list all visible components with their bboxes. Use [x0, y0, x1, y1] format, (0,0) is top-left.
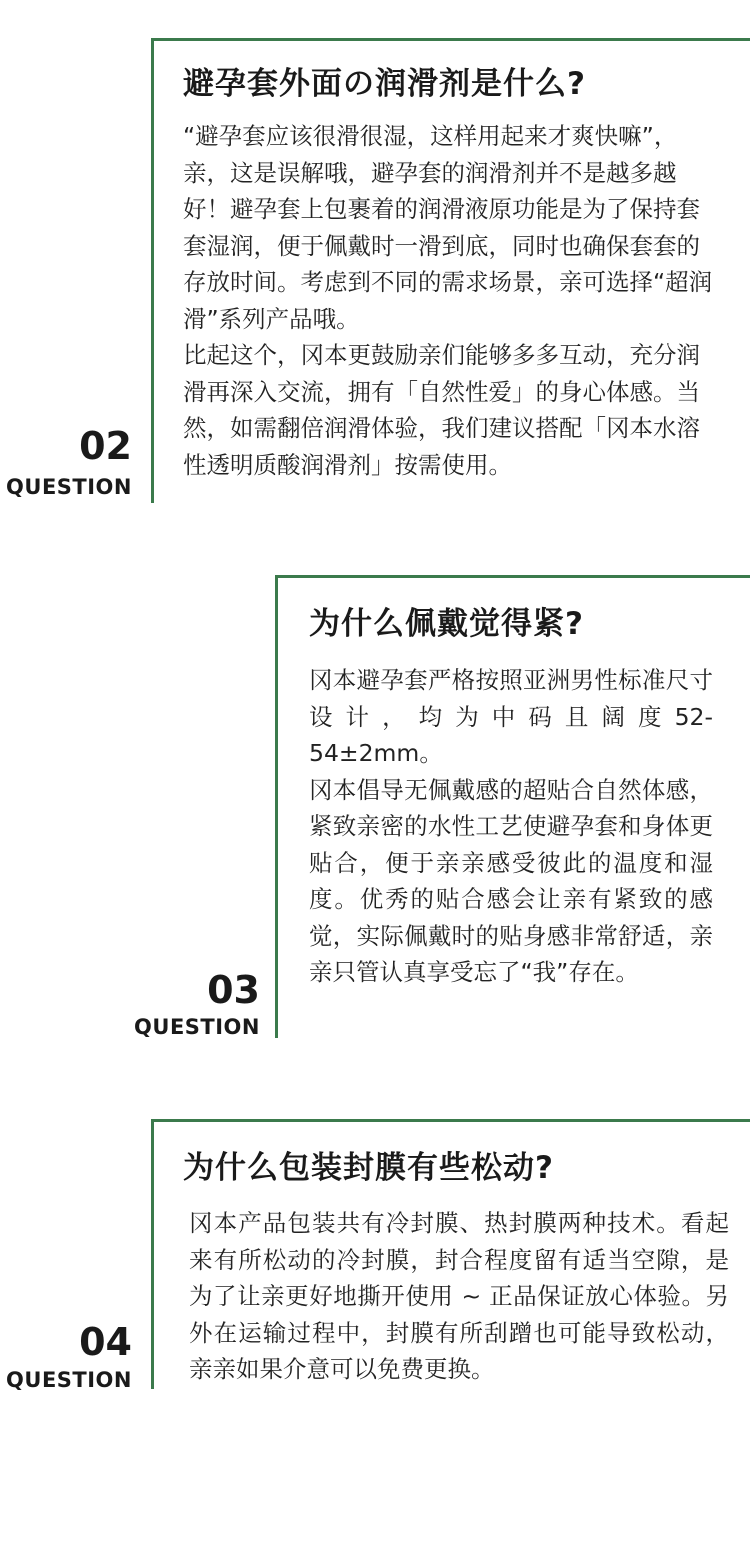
question-label: QUESTION	[134, 1015, 260, 1039]
question-title: 避孕套外面の润滑剂是什么?	[183, 66, 586, 102]
question-number: 04	[79, 1320, 132, 1364]
accent-side-bar	[275, 575, 278, 1038]
answer-text	[189, 1205, 729, 1388]
question-label: QUESTION	[6, 475, 132, 499]
question-label: QUESTION	[6, 1368, 132, 1392]
accent-side-bar	[151, 1119, 154, 1389]
answer-text	[183, 118, 713, 483]
answer-paragraph: 冈本避孕套严格按照亚洲男性标准尺寸设计，均为中码且阔度52-54±2mm。	[309, 666, 713, 767]
question-number: 03	[207, 968, 260, 1012]
question-title: 为什么佩戴觉得紧?	[309, 606, 584, 642]
answer-paragraph: 冈本倡导无佩戴感的超贴合自然体感，紧致亲密的水性工艺使避孕套和身体更贴合，便于亲亲感受彼此的温度和湿度。优秀的贴合感会让亲有紧致的感觉，实际佩戴时的贴身感非常舒适，亲亲只管认真享受忘了“我”存在。	[309, 775, 713, 986]
accent-top-bar	[275, 575, 750, 578]
question-number: 02	[79, 424, 132, 468]
question-title: 为什么包装封膜有些松动?	[183, 1150, 554, 1186]
accent-top-bar	[151, 38, 750, 41]
answer-paragraph: 冈本产品包装共有冷封膜、热封膜两种技术。看起来有所松动的冷封膜，封合程度留有适当空隙，是为了让亲更好地撕开使用 ~ 正品保证放心体验。另外在运输过程中，封膜有所刮蹭也可能导致松动，亲亲如果介意可以免费更换。	[189, 1209, 729, 1383]
answer-paragraph: 比起这个，冈本更鼓励亲们能够多多互动，充分润滑再深入交流，拥有「自然性爱」的身心体感。当然，如需翻倍润滑体验，我们建议搭配「冈本水溶性透明质酸润滑剂」按需使用。	[183, 341, 700, 479]
answer-paragraph: “避孕套应该很滑很湿，这样用起来才爽快嘛”，亲，这是误解哦，避孕套的润滑剂并不是越多越好！避孕套上包裹着的润滑液原功能是为了保持套套湿润，便于佩戴时一滑到底，同时也确保套套的存放时间。考虑到不同的需求场景，亲可选择“超润滑”系列产品哦。	[183, 122, 713, 333]
answer-text	[309, 662, 713, 991]
accent-top-bar	[151, 1119, 750, 1122]
accent-side-bar	[151, 38, 154, 503]
